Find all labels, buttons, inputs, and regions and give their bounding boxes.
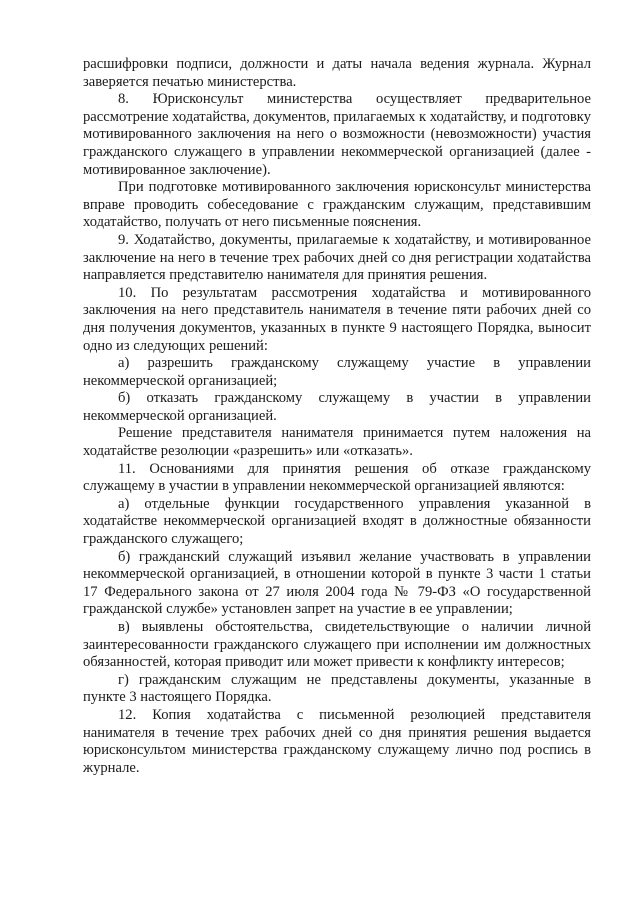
paragraph-item-11d: г) гражданским служащим не представлены документы, указанные в пункте 3 настоящего Порядка. [83, 671, 591, 706]
paragraph-item-9: 9. Ходатайство, документы, прилагаемые к ходатайству, и мотивированное заключение на него в течение трех рабочих дней со дня регистрации ходатайства направляется представителю нанимателя для принятия решения. [83, 231, 591, 284]
document-page [83, 56, 591, 777]
paragraph-item-8-note: При подготовке мотивированного заключения юрисконсульт министерства вправе проводить собеседование с гражданским служащим, представившим ходатайство, получать от него письменные пояснения. [83, 179, 591, 231]
paragraph-item-10a: а) разрешить гражданскому служащему участие в управлении некоммерческой организацией; [83, 355, 591, 389]
paragraph-item-11: 11. Основаниями для принятия решения об отказе гражданскому служащему в участии в управлении некоммерческой организацией являются: [83, 460, 591, 495]
paragraph-item-10: 10. По результатам рассмотрения ходатайства и мотивированного заключения на него представитель нанимателя в течение пяти рабочих дней со дня получения документов, указанных в пункте 9 настоящего Порядка, выносит одно из следующих решений: [83, 284, 591, 354]
paragraph-item-10b: б) отказать гражданскому служащему в участии в управлении некоммерческой организацией. [83, 390, 591, 424]
paragraph-item-8: 8. Юрисконсульт министерства осуществляет предварительное рассмотрение ходатайства, документов, прилагаемых к ходатайству, и подготовку мотивированного заключения на него о возможности (невозможности) участия гражданского служащего в управлении некоммерческой организацией (далее - мотивированное заключение). [83, 91, 591, 178]
paragraph-item-11c: в) выявлены обстоятельства, свидетельствующие о наличии личной заинтересованности гражданского служащего при исполнении им должностных обязанностей, которая приводит или может привести к конфликту интересов; [83, 619, 591, 671]
paragraph-item-11a: а) отдельные функции государственного управления указанной в ходатайстве некоммерческой организацией входят в должностные обязанности гражданского служащего; [83, 495, 591, 548]
paragraph-item-10-decision: Решение представителя нанимателя принимается путем наложения на ходатайстве резолюции «разрешить» или «отказать». [83, 425, 591, 460]
paragraph-item-12: 12. Копия ходатайства с письменной резолюцией представителя нанимателя в течение трех рабочих дней со дня принятия решения выдается юрисконсультом министерства гражданскому служащему лично под роспись в журнале. [83, 706, 591, 776]
paragraph-item-11b: б) гражданский служащий изъявил желание участвовать в управлении некоммерческой организацией, в отношении которой в пункте 3 части 1 статьи 17 Федерального закона от 27 июля 2004 года № 79-ФЗ «О государственной гражданской службе» установлен запрет на участие в ее управлении; [83, 548, 591, 618]
paragraph-continuation: расшифровки подписи, должности и даты начала ведения журнала. Журнал заверяется печатью министерства. [83, 56, 591, 90]
